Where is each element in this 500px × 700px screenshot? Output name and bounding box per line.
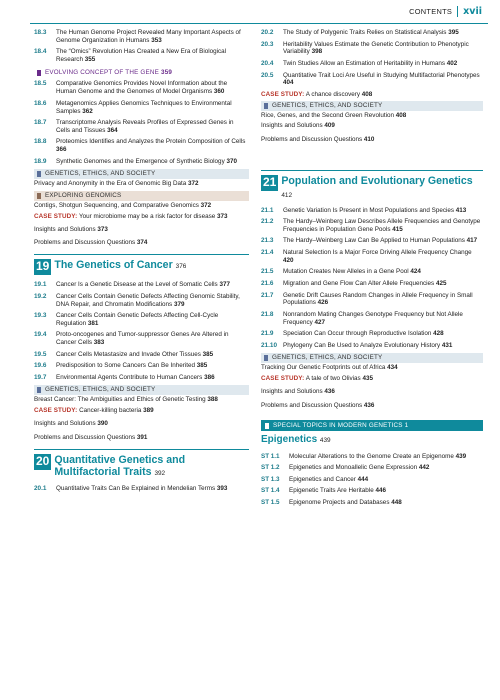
- ethics-label: GENETICS, ETHICS, AND SOCIETY: [272, 354, 383, 362]
- toc-entry[interactable]: [34, 138, 249, 154]
- special-topic-title[interactable]: Epigenetics 439: [261, 434, 331, 446]
- insights-entry[interactable]: Insights and Solutions 373: [34, 225, 108, 233]
- ethics-bar: [34, 169, 249, 179]
- ch21-list: [261, 207, 483, 350]
- toc-entry[interactable]: [34, 80, 249, 96]
- section-title: Quantitative Trait Loci Are Useful in Studying Multifactorial Phenotypes 404: [283, 71, 480, 87]
- square-marker-icon: [265, 423, 269, 429]
- ch18-top-list: [34, 29, 249, 64]
- section-number: 18.5: [34, 80, 47, 88]
- problems-entry[interactable]: Problems and Discussion Questions 391: [34, 433, 148, 441]
- insights-entry[interactable]: Insights and Solutions 390: [34, 420, 108, 428]
- toc-entry[interactable]: [261, 72, 483, 88]
- chapter-number: 21: [263, 175, 277, 190]
- section-number: 19.6: [34, 362, 47, 370]
- insights-entry[interactable]: Insights and Solutions 436: [261, 387, 335, 395]
- exploring-genomics-bar: [34, 191, 249, 201]
- section-title: The Study of Polygenic Traits Relies on Statistical Analysis 395: [283, 29, 459, 36]
- toc-entry[interactable]: [261, 29, 483, 37]
- section-title: Metagenomics Applies Genomics Techniques to Environmental Samples 362: [56, 99, 232, 115]
- section-number: 21.7: [261, 291, 274, 299]
- toc-entry[interactable]: [261, 207, 483, 215]
- chapter-21-heading[interactable]: [261, 175, 483, 200]
- header-divider: [457, 6, 458, 17]
- chapter-number: 19: [36, 259, 50, 274]
- toc-entry[interactable]: [34, 29, 249, 45]
- section-number: 19.4: [34, 331, 47, 339]
- section-number: 18.4: [34, 48, 47, 56]
- ethics-entry[interactable]: Privacy and Anonymity in the Era of Genomic Big Data 372: [34, 180, 199, 188]
- ch19-list: [34, 281, 249, 382]
- chapter-title: Population and Evolutionary Genetics 412: [281, 175, 473, 199]
- section-title: Cancer Cells Contain Genetic Defects Affecting Genomic Stability, DNA Repair, and Chromatin Modifications 379: [56, 292, 240, 308]
- section-number: 18.8: [34, 138, 47, 146]
- ethics-entry[interactable]: Rice, Genes, and the Second Green Revolution 408: [261, 111, 407, 119]
- toc-entry[interactable]: [34, 331, 249, 347]
- special-topics-label: SPECIAL TOPICS IN MODERN GENETICS 1: [273, 421, 409, 429]
- toc-entry[interactable]: [261, 280, 483, 288]
- toc-entry[interactable]: [261, 268, 483, 276]
- toc-entry[interactable]: [261, 237, 483, 245]
- right-column: [261, 29, 483, 510]
- problems-entry[interactable]: Problems and Discussion Questions 374: [34, 239, 148, 247]
- section-number: 20.4: [261, 59, 274, 67]
- toc-entry[interactable]: [34, 351, 249, 359]
- square-marker-icon: [37, 387, 41, 393]
- problems-entry[interactable]: Problems and Discussion Questions 410: [261, 136, 375, 144]
- section-title: Nonrandom Mating Changes Genotype Frequency but Not Allele Frequency 427: [283, 310, 463, 326]
- section-title: Proteomics Identifies and Analyzes the Protein Composition of Cells 366: [56, 138, 246, 154]
- section-number: 21.2: [261, 218, 274, 226]
- section-title: Quantitative Traits Can Be Explained in Mendelian Terms 393: [56, 485, 228, 493]
- case-study-label: CASE STUDY: [261, 375, 303, 383]
- chapter-20-heading[interactable]: [34, 454, 249, 479]
- case-study-entry[interactable]: CASE STUDY: A tale of two Olivias 435: [261, 375, 373, 383]
- toc-entry[interactable]: [34, 158, 249, 166]
- section-number: 20.1: [34, 485, 47, 493]
- ethics-entry[interactable]: Breast Cancer: The Ambiguities and Ethics of Genetic Testing 388: [34, 396, 218, 404]
- page-number: xvii: [463, 6, 482, 17]
- section-number: ST 1.5: [261, 498, 280, 506]
- contents-label: CONTENTS: [409, 7, 453, 17]
- section-number: 19.7: [34, 373, 47, 381]
- toc-entry[interactable]: [261, 249, 483, 265]
- square-marker-icon: [37, 70, 41, 76]
- section-title: Epigenome Projects and Databases 448: [289, 498, 402, 506]
- section-title: Proto-oncogenes and Tumor-suppressor Genes Are Altered in Cancer Cells 383: [56, 331, 229, 347]
- section-number: 18.6: [34, 99, 47, 107]
- chapter-19-heading[interactable]: [34, 259, 249, 275]
- section-number: ST 1.4: [261, 487, 280, 495]
- section-title: Molecular Alterations to the Genome Create an Epigenome 439: [289, 452, 467, 460]
- section-number: 21.9: [261, 330, 274, 338]
- toc-entry[interactable]: [261, 342, 483, 350]
- section-title: Genetic Variation Is Present in Most Populations and Species 413: [283, 206, 467, 214]
- toc-entry[interactable]: [34, 374, 249, 382]
- section-number: 19.2: [34, 292, 47, 300]
- section-number: 20.2: [261, 29, 274, 36]
- ethics-bar: [261, 101, 483, 111]
- section-number: 18.7: [34, 119, 47, 127]
- evolving-concept-page: 359: [161, 68, 173, 76]
- section-title: Comparative Genomics Provides Novel Information about the Human Genome and the Genomes of Model Organisms 360: [56, 80, 228, 96]
- chapter-divider: [261, 170, 483, 171]
- toc-entry[interactable]: [34, 293, 249, 309]
- section-number: 21.3: [261, 237, 274, 245]
- case-study-entry[interactable]: CASE STUDY: A chance discovery 408: [261, 90, 373, 98]
- toc-entry[interactable]: [261, 499, 483, 507]
- toc-entry[interactable]: [261, 476, 483, 484]
- ethics-label: GENETICS, ETHICS, AND SOCIETY: [45, 386, 156, 394]
- ethics-bar: [261, 353, 483, 363]
- toc-entry[interactable]: [34, 48, 249, 64]
- section-number: 18.9: [34, 157, 47, 165]
- toc-entry[interactable]: [261, 218, 483, 234]
- toc-entry[interactable]: [261, 453, 483, 461]
- chapter-divider: [34, 449, 249, 450]
- toc-entry[interactable]: [34, 281, 249, 289]
- section-number: 18.3: [34, 29, 47, 36]
- toc-entry[interactable]: [261, 487, 483, 495]
- section-title: Epigenetics and Monoallelic Gene Expression 442: [289, 464, 430, 472]
- section-number: 20.5: [261, 71, 274, 79]
- section-number: 21.10: [261, 341, 277, 349]
- toc-entry[interactable]: [261, 41, 483, 57]
- section-title: The Human Genome Project Revealed Many Important Aspects of Genome Organization in Humans 353: [56, 29, 241, 44]
- section-title: The “Omics” Revolution Has Created a New Era of Biological Research 355: [56, 48, 227, 64]
- header-rule: [30, 23, 488, 24]
- toc-entry[interactable]: [261, 60, 483, 68]
- toc-entry[interactable]: [34, 362, 249, 370]
- square-marker-icon: [37, 193, 41, 199]
- section-title: Migration and Gene Flow Can Alter Allele Frequencies 425: [283, 279, 447, 287]
- toc-entry[interactable]: [34, 100, 249, 116]
- case-study-label: CASE STUDY: [34, 407, 76, 415]
- square-marker-icon: [37, 171, 41, 177]
- ethics-entry[interactable]: Tracking Our Genetic Footprints out of Africa 434: [261, 364, 398, 372]
- section-number: 19.1: [34, 281, 47, 289]
- case-study-label: CASE STUDY: [261, 90, 303, 98]
- section-title: Cancer Is a Genetic Disease at the Level of Somatic Cells 377: [56, 281, 230, 289]
- section-title: Speciation Can Occur through Reproductive Isolation 428: [283, 330, 444, 338]
- ethics-label: GENETICS, ETHICS, AND SOCIETY: [272, 101, 383, 109]
- section-number: 19.5: [34, 350, 47, 358]
- section-title: Epigenetics and Cancer 444: [289, 475, 369, 483]
- insights-entry[interactable]: Insights and Solutions 409: [261, 122, 335, 130]
- toc-entry[interactable]: [261, 311, 483, 327]
- ch20-rest-list: [261, 29, 483, 87]
- section-title: Mutation Creates New Alleles in a Gene Pool 424: [283, 268, 421, 276]
- toc-entry[interactable]: [261, 330, 483, 338]
- toc-entry[interactable]: [34, 485, 249, 493]
- section-title: Environmental Agents Contribute to Human Cancers 386: [56, 373, 215, 381]
- chapter-number: 20: [36, 453, 50, 468]
- section-number: 20.3: [261, 40, 274, 48]
- problems-entry[interactable]: Problems and Discussion Questions 436: [261, 401, 375, 409]
- square-marker-icon: [264, 103, 268, 109]
- section-number: ST 1.1: [261, 452, 280, 460]
- page-header: [409, 6, 482, 18]
- section-title: The Hardy–Weinberg Law Describes Allele Frequencies and Genotype Frequencies in Population Gene Pools 415: [283, 218, 481, 233]
- square-marker-icon: [264, 355, 268, 361]
- section-title: Natural Selection Is a Major Force Driving Allele Frequency Change 420: [283, 249, 472, 264]
- section-number: 21.6: [261, 279, 274, 287]
- section-title: Epigenetic Traits Are Heritable 446: [289, 487, 386, 495]
- toc-entry[interactable]: [34, 119, 249, 135]
- section-title: The Hardy–Weinberg Law Can Be Applied to Human Populations 417: [283, 237, 478, 245]
- case-study-label: CASE STUDY: [34, 212, 76, 220]
- section-title: Cancer Cells Contain Genetic Defects Affecting Cell-Cycle Regulation 381: [56, 312, 219, 327]
- case-study-entry[interactable]: CASE STUDY: Your microbiome may be a risk factor for disease 373: [34, 212, 228, 220]
- evolving-concept-bar[interactable]: [34, 68, 249, 78]
- section-number: 21.8: [261, 310, 274, 318]
- section-number: 21.5: [261, 268, 274, 276]
- chapter-title: Quantitative Genetics and Multifactorial Traits 392: [54, 453, 186, 479]
- special-topics-bar: [261, 420, 483, 432]
- section-title: Cancer Cells Metastasize and Invade Other Tissues 385: [56, 350, 214, 358]
- section-number: 19.3: [34, 312, 47, 320]
- chapter-title: The Genetics of Cancer 376: [54, 259, 187, 272]
- section-title: Transcriptome Analysis Reveals Profiles of Expressed Genes in Cells and Tissues 364: [56, 119, 234, 134]
- section-title: Heritability Values Estimate the Genetic Contribution to Phenotypic Variability 398: [283, 40, 469, 56]
- section-number: ST 1.2: [261, 464, 280, 472]
- section-number: ST 1.3: [261, 475, 280, 483]
- section-title: Phylogeny Can Be Used to Analyze Evolutionary History 431: [283, 341, 453, 349]
- section-title: Synthetic Genomes and the Emergence of Synthetic Biology 370: [56, 157, 237, 165]
- toc-entry[interactable]: [34, 312, 249, 328]
- case-study-entry[interactable]: CASE STUDY: Cancer-killing bacteria 389: [34, 407, 154, 415]
- toc-entry[interactable]: [261, 464, 483, 472]
- section-number: 21.4: [261, 249, 274, 257]
- exploring-entry[interactable]: Contigs, Shotgun Sequencing, and Comparative Genomics 372: [34, 201, 212, 209]
- section-title: Genetic Drift Causes Random Changes in Allele Frequency in Small Populations 426: [283, 291, 473, 307]
- section-title: Twin Studies Allow an Estimation of Heritability in Humans 402: [283, 59, 458, 67]
- section-number: 21.1: [261, 206, 274, 214]
- special-topic-list: [261, 453, 483, 507]
- chapter-divider: [34, 254, 249, 255]
- left-column: [34, 29, 249, 497]
- ethics-bar: [34, 385, 249, 395]
- ch18-rest-list: [34, 80, 249, 165]
- ethics-label: GENETICS, ETHICS, AND SOCIETY: [45, 170, 156, 178]
- toc-entry[interactable]: [261, 292, 483, 308]
- evolving-concept-label: EVOLVING CONCEPT OF THE GENE: [45, 68, 160, 76]
- section-title: Predisposition to Some Cancers Can Be Inherited 385: [56, 362, 208, 370]
- exploring-label: EXPLORING GENOMICS: [45, 192, 122, 200]
